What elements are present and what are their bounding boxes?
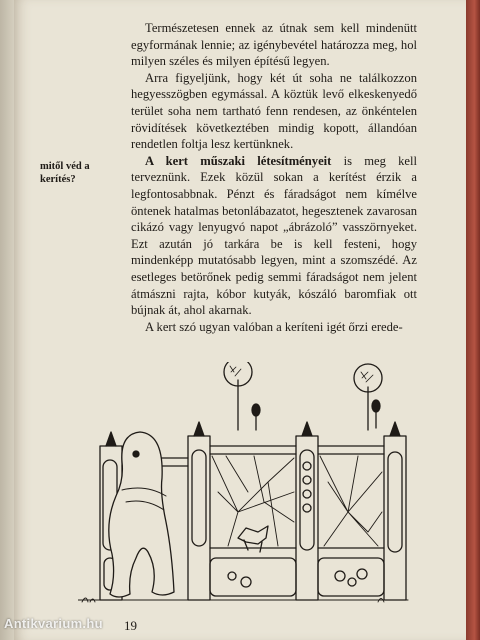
- margin-note: mitől véd a kerítés?: [40, 161, 90, 185]
- tree-right: [354, 364, 382, 430]
- tree-left: [224, 362, 260, 430]
- page-number: 19: [124, 618, 137, 633]
- paragraph-4: [131, 319, 417, 336]
- figure-character: [109, 432, 174, 597]
- watermark-logo: Antikvarium.hu: [4, 616, 103, 631]
- paragraph-2: [131, 70, 417, 153]
- fence-illustration: [78, 362, 438, 612]
- page-gutter-strip: [0, 0, 14, 640]
- paragraph-3-text: is meg kell terveznünk. Ezek közül sokan a kerítést érzik a legfontosabbnak. Pénzt és fáradságot nem kímélve öntenek hatalmas betonlábazatot, hegesztenek zavarosan cikázó vagy lenyugvó napot „ábrázoló” vasszörnyeket. Ezt azután jó tarkára be is kell festeni, hogy mindenképp mutatósabb legyen, mint a szomszédé. Az esetleges betörőnek pedig semmi fáradságot nem jelent átmászni rajta, kóbor kutyák, kószáló baromfiak ott bújnak át, ahol akarnak.: [131, 153, 417, 318]
- paragraph-1: [131, 20, 417, 70]
- paragraph-2-text: Arra figyeljünk, hogy két út soha ne találkozzon hegyesszögben egymással. A köztük levő elkeskenyedő terület soha nem tartható fenn rendesen, az önkéntelen rövidítések következtében mindig kopott, állandóan rendetlen foltja lesz kertünknek.: [131, 70, 417, 152]
- paragraph-3-lead: A kert műszaki létesítményeit: [145, 153, 332, 168]
- paragraph-1-text: Természetesen ennek az útnak sem kell mindenütt egyformának lennie; az igénybevétel határozza meg, hol milyen széles és milyen építésű legyen.: [131, 21, 417, 69]
- book-page: [14, 0, 466, 640]
- body-text: [131, 20, 417, 335]
- paragraph-4-text: A kert szó ugyan valóban a keríteni igét őrzi erede-: [145, 319, 403, 334]
- book-binding-edge: [466, 0, 480, 640]
- paragraph-3: [131, 153, 417, 319]
